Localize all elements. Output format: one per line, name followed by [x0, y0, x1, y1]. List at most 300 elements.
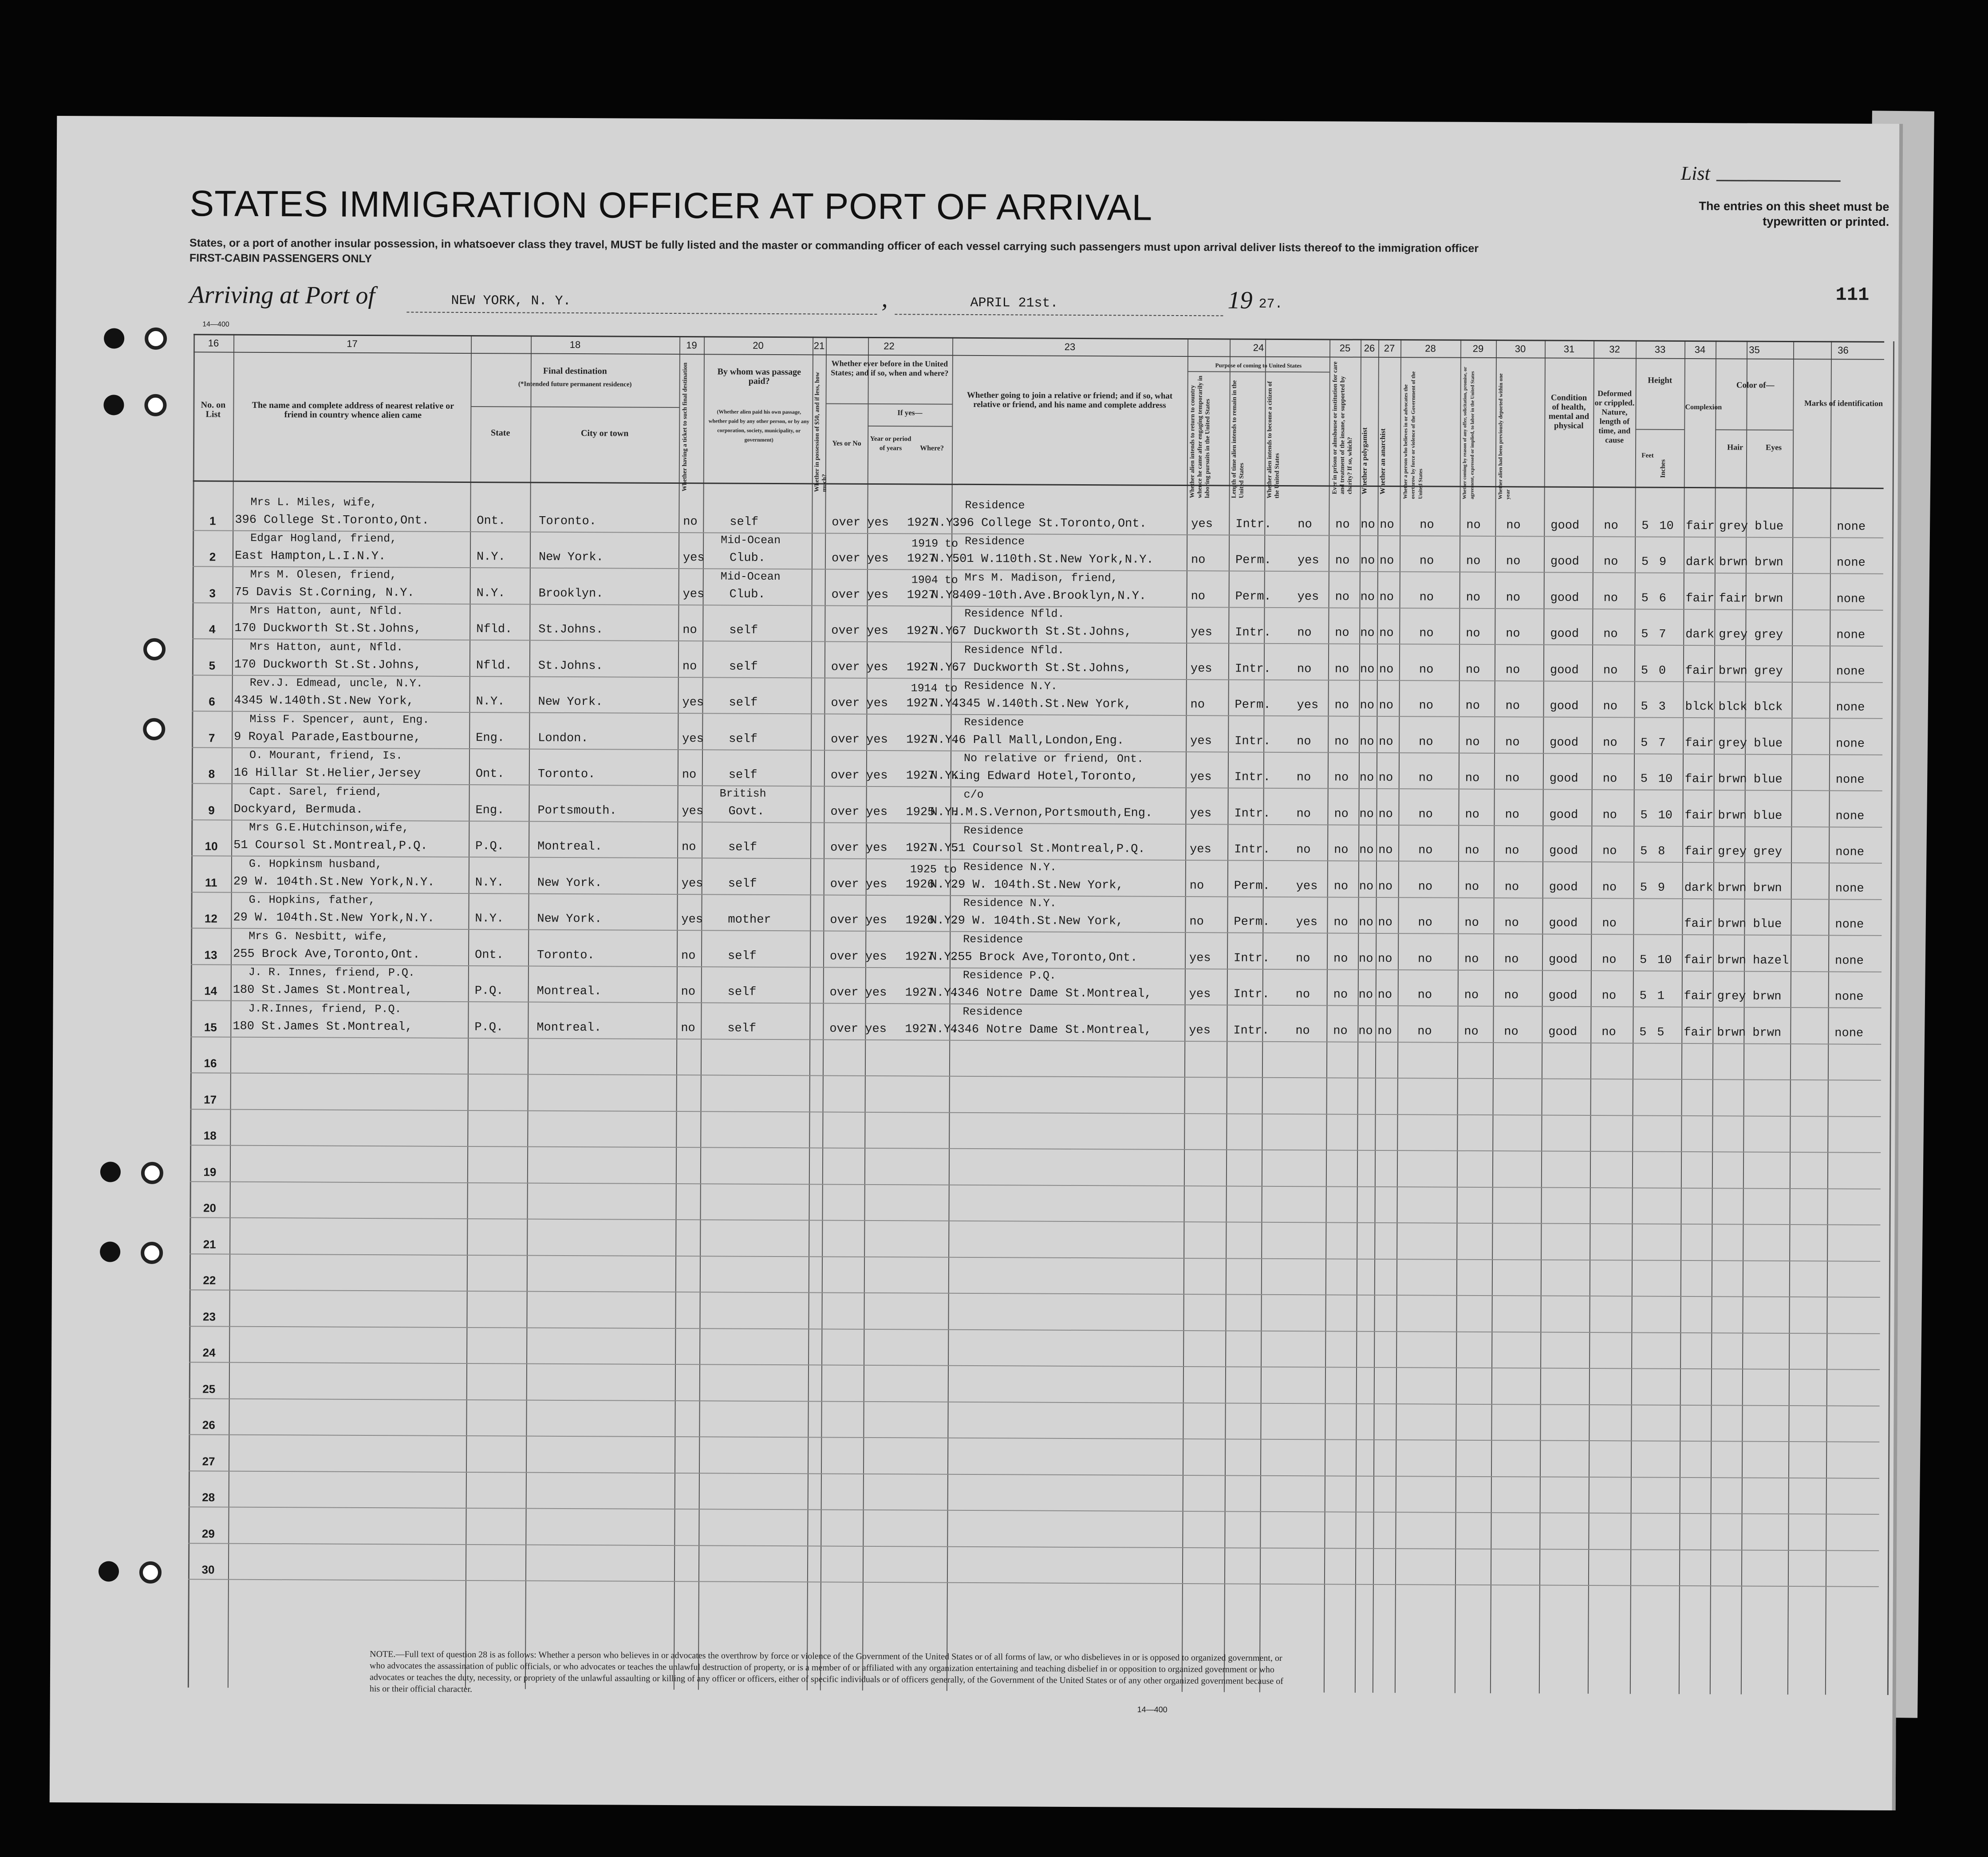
- question-29: no: [1465, 663, 1480, 677]
- punch-hole: [143, 718, 165, 740]
- joining-name: Residence: [964, 715, 1024, 729]
- row-number: 26: [202, 1418, 215, 1432]
- row-number: 6: [209, 695, 215, 708]
- state: N.Y.: [475, 876, 504, 889]
- column-number: 20: [753, 340, 764, 351]
- anarchist: no: [1377, 1024, 1392, 1038]
- health: good: [1549, 917, 1578, 930]
- paid-by: self: [729, 732, 758, 746]
- ticket: yes: [682, 551, 705, 565]
- health: good: [1550, 519, 1580, 533]
- purpose-return: no: [1189, 879, 1204, 893]
- ever-before: yes: [867, 552, 889, 566]
- health: good: [1549, 844, 1578, 858]
- marks: none: [1836, 701, 1865, 715]
- height-inches: 9: [1657, 881, 1665, 895]
- year-period-start: 1914 to: [911, 682, 958, 695]
- row-number: 1: [209, 514, 216, 528]
- row-number: 19: [203, 1165, 217, 1179]
- marks: none: [1837, 520, 1866, 534]
- punch-hole: [143, 638, 166, 660]
- row-number: 10: [205, 839, 218, 853]
- state: P.Q.: [475, 840, 505, 853]
- punch-hole: [145, 328, 167, 350]
- ticket: yes: [682, 732, 704, 746]
- row-number: 15: [204, 1020, 217, 1034]
- purpose-citizen: no: [1297, 735, 1311, 748]
- state: N.Y.: [476, 695, 505, 709]
- question-29: no: [1464, 1025, 1479, 1039]
- header-question-30: Whether alien had been previously deported within one year: [1497, 373, 1511, 500]
- city: Toronto.: [537, 767, 596, 782]
- ticket: yes: [681, 877, 703, 890]
- prison: no: [1334, 771, 1349, 785]
- anarchist: no: [1378, 880, 1393, 893]
- where: N.Y.: [929, 950, 958, 964]
- deformed: no: [1601, 1025, 1616, 1039]
- polygamist: no: [1359, 916, 1373, 929]
- complexion: fair: [1685, 592, 1715, 605]
- marks: none: [1836, 628, 1866, 642]
- ticket: no: [683, 515, 698, 529]
- row-number: 20: [203, 1201, 217, 1215]
- height-feet: 5: [1641, 664, 1649, 678]
- column-rule: [1455, 340, 1461, 1693]
- question-30: no: [1504, 880, 1519, 894]
- ticket: no: [681, 985, 696, 999]
- year: 1927: [906, 769, 935, 783]
- relative-address: East Hampton,L.I.N.Y.: [234, 549, 386, 564]
- header-nearest-relative: The name and complete address of nearest relative or friend in country whence alien came: [252, 400, 454, 420]
- state: Ont.: [475, 767, 505, 781]
- anarchist: no: [1379, 590, 1394, 604]
- question-30: no: [1505, 735, 1520, 749]
- year: 1927: [907, 588, 936, 602]
- joining-address: 29 W. 104th.St.New York,: [951, 878, 1124, 892]
- header-hair: Hair: [1727, 443, 1743, 452]
- where: N.Y.: [929, 1023, 958, 1036]
- column-rule: [1787, 341, 1794, 1695]
- joining-address: 46 Pall Mall,London,Eng.: [951, 733, 1124, 747]
- column-number: 28: [1425, 343, 1436, 354]
- question-28: no: [1418, 807, 1433, 821]
- relative-address: 255 Brock Ave,Toronto,Ont.: [233, 947, 420, 962]
- row-number: 24: [202, 1346, 216, 1359]
- paid-by: self: [728, 877, 757, 891]
- ever-before: yes: [865, 986, 887, 1000]
- hair: brwn: [1717, 881, 1747, 895]
- punch-hole: [141, 1162, 163, 1184]
- column-number: 17: [347, 338, 358, 349]
- prison: no: [1335, 626, 1349, 640]
- relative-name: Miss F. Spencer, aunt, Eng.: [249, 712, 430, 727]
- paid-by: self: [727, 985, 757, 999]
- city: Montreal.: [537, 840, 603, 854]
- year: 1926: [905, 914, 935, 928]
- row-rule: [192, 711, 1882, 719]
- row-number: 2: [209, 550, 216, 564]
- ticket: yes: [682, 804, 704, 818]
- header-final-destination-note: (*Intended future permanent residence): [518, 380, 632, 388]
- question-30: no: [1505, 808, 1519, 822]
- polygamist: no: [1360, 590, 1375, 604]
- height-inches: 10: [1658, 772, 1673, 786]
- row-number: 18: [203, 1129, 217, 1142]
- question-28: no: [1420, 518, 1434, 532]
- purpose-citizen: no: [1296, 807, 1311, 821]
- where: N.Y.: [930, 878, 959, 892]
- column-number: 31: [1563, 343, 1575, 355]
- prison: no: [1334, 807, 1349, 821]
- anarchist: no: [1380, 518, 1394, 532]
- column-number: 18: [569, 339, 581, 351]
- header-purpose-citizen: Whether alien intends to become a citizen of the United States: [1266, 381, 1281, 498]
- question-30: no: [1505, 699, 1520, 713]
- anarchist: no: [1378, 916, 1392, 930]
- complexion: fair: [1686, 519, 1715, 533]
- column-rule: [1373, 339, 1379, 1693]
- punch-hole: [139, 1561, 162, 1584]
- relative-address: 16 Hillar St.Helier,Jersey: [233, 766, 421, 781]
- relative-address: 170 Duckworth St.St.Johns,: [234, 621, 422, 636]
- where: N.Y.: [931, 697, 960, 711]
- joining-address: H.M.S.Vernon,Portsmouth,Eng.: [951, 806, 1153, 820]
- city: New York.: [537, 912, 602, 926]
- question-28: no: [1419, 554, 1434, 568]
- joining-address: 396 College St.Toronto,Ont.: [952, 516, 1147, 531]
- if-yes-rule: [868, 426, 952, 427]
- city: St.Johns.: [538, 659, 603, 673]
- column-rule: [698, 336, 705, 1690]
- joining-name: Residence N.Y.: [963, 896, 1057, 910]
- header-ever-before: Whether ever before in the United States; and if so, when and where?: [831, 359, 949, 378]
- purpose-citizen: no: [1297, 662, 1312, 676]
- year: 1927: [905, 1022, 934, 1036]
- height-feet: 5: [1640, 845, 1648, 858]
- year-prefix: 19: [1227, 286, 1253, 314]
- ticket: no: [682, 768, 697, 782]
- anarchist: no: [1379, 663, 1394, 676]
- question-28: no: [1419, 627, 1434, 640]
- height-feet: 5: [1640, 772, 1648, 786]
- row-number: 14: [204, 984, 217, 998]
- hair: brwn: [1718, 664, 1747, 678]
- hair: grey: [1718, 736, 1747, 751]
- complexion: fair: [1684, 772, 1714, 786]
- year: 1927: [906, 842, 935, 855]
- purpose-return: yes: [1189, 1023, 1211, 1037]
- punch-hole: [144, 394, 166, 416]
- marks: none: [1836, 592, 1866, 606]
- header-joining: Whether going to join a relative or friend; and if so, what relative or friend, and his name and complete address: [966, 390, 1173, 410]
- question-30: no: [1504, 1025, 1519, 1039]
- money: over: [830, 841, 860, 855]
- row-rule: [192, 783, 1882, 791]
- column-rule: [862, 337, 869, 1691]
- marks: none: [1835, 809, 1865, 823]
- where: N.Y.: [930, 806, 959, 819]
- question-29: no: [1466, 591, 1481, 605]
- column-number: 26: [1364, 342, 1375, 354]
- relative-name: O. Mourant, friend, Is.: [249, 748, 403, 763]
- paid-by: Club.: [729, 551, 766, 565]
- purpose-citizen: yes: [1297, 590, 1319, 604]
- state: Eng.: [475, 803, 505, 817]
- purpose-return: yes: [1190, 662, 1212, 676]
- year: 1927: [906, 697, 935, 711]
- deformed: no: [1602, 845, 1617, 858]
- relative-address: 51 Coursol St.Montreal,P.Q.: [233, 838, 428, 853]
- polygamist: no: [1360, 699, 1375, 712]
- where: N.Y.: [931, 589, 960, 602]
- column-number: 36: [1838, 344, 1849, 356]
- height-inches: 9: [1659, 555, 1667, 569]
- height-inches: 1: [1657, 989, 1665, 1003]
- header-paid-by-note: (Whether alien paid his own passage, whether paid by any other person, or by any corporation, society, municipality, or government): [708, 408, 809, 443]
- port-line: [406, 312, 877, 315]
- prison: no: [1333, 880, 1349, 893]
- health: good: [1550, 699, 1579, 713]
- instructions-text: States, or a port of another insular possession, in whatsoever class they travel, MUST be fully listed and the master or commanding officer of each vessel carrying such passengers must upon arrival deliver lists thereof to the immigration officer: [189, 237, 1479, 255]
- relative-address: 29 W. 104th.St.New York,N.Y.: [233, 911, 435, 925]
- purpose-return: no: [1191, 589, 1206, 603]
- question-30: no: [1506, 518, 1521, 532]
- year-period-start: 1919 to: [911, 537, 958, 550]
- ever-before: yes: [867, 588, 889, 602]
- header-question-28: Whether a person who believes in or advocates the overthrow by force or violence of the Government of the United States: [1402, 371, 1424, 499]
- paid-by-line-1: Mid-Ocean: [721, 533, 781, 547]
- question-29: no: [1465, 808, 1479, 822]
- ticket: no: [682, 841, 696, 854]
- height-inches: 3: [1658, 700, 1666, 714]
- polygamist: no: [1360, 626, 1375, 640]
- deformed: no: [1603, 700, 1618, 714]
- row-rule: [190, 1181, 1881, 1189]
- column-rule: [1324, 339, 1330, 1692]
- column-rule: [1630, 340, 1637, 1694]
- ever-before-rule: [825, 403, 952, 405]
- health: good: [1550, 555, 1579, 569]
- deformed: no: [1603, 664, 1618, 677]
- question-28: no: [1417, 988, 1432, 1002]
- ever-before: yes: [867, 516, 889, 529]
- purpose-length: Perm.: [1235, 553, 1272, 567]
- header-if-yes: If yes—: [897, 408, 923, 417]
- polygamist: no: [1358, 1024, 1373, 1038]
- polygamist: no: [1358, 988, 1373, 1002]
- purpose-length: Intr.: [1235, 662, 1271, 676]
- purpose-length: Intr.: [1233, 1024, 1270, 1038]
- relative-name: Mrs L. Miles, wife,: [250, 495, 377, 509]
- question-29: no: [1466, 554, 1481, 568]
- ever-before: yes: [867, 624, 888, 638]
- column-rule: [1395, 339, 1401, 1693]
- purpose-length: Intr.: [1235, 735, 1271, 748]
- relative-address: 9 Royal Parade,Eastbourne,: [234, 730, 421, 745]
- row-rule: [188, 1543, 1879, 1551]
- ever-before: yes: [865, 1022, 887, 1036]
- table-border: [188, 334, 195, 1687]
- polygamist: no: [1359, 880, 1374, 893]
- purpose-return: yes: [1190, 734, 1212, 748]
- row-number: 30: [201, 1563, 215, 1576]
- punch-hole: [100, 1241, 120, 1262]
- entries-note: The entries on this sheet must be typewritten or printed.: [1699, 199, 1889, 229]
- marks: none: [1836, 664, 1865, 679]
- column-rule: [1679, 340, 1685, 1694]
- city: New York.: [538, 695, 603, 709]
- joining-address: 501 W.110th.St.New York,N.Y.: [952, 552, 1154, 567]
- paid-by: Govt.: [728, 805, 765, 818]
- question-29: no: [1465, 771, 1480, 785]
- header-question-29: Whether coming by reason of any offer, solicitation, promise, or agreement, expressed or implied, to labor in the United States: [1462, 367, 1475, 499]
- city: Montreal.: [536, 1021, 602, 1035]
- relative-name: Edgar Hogland, friend,: [250, 531, 397, 545]
- deformed: no: [1603, 591, 1618, 605]
- relative-address: 4345 W.140th.St.New York,: [234, 694, 414, 708]
- joining-name: Mrs M. Madison, friend,: [964, 571, 1118, 585]
- joining-name: Residence N.Y.: [963, 860, 1057, 874]
- manifest-sheet: [50, 116, 1903, 1810]
- joining-name: Residence N.Y.: [964, 679, 1057, 693]
- question-29: no: [1466, 627, 1480, 640]
- row-rule: [191, 928, 1882, 936]
- purpose-return: yes: [1191, 626, 1212, 640]
- deformed: no: [1601, 989, 1617, 1003]
- column-rule: [1588, 340, 1594, 1694]
- complexion: fair: [1684, 953, 1713, 967]
- joining-name: Residence: [963, 932, 1023, 946]
- ticket: yes: [681, 913, 703, 927]
- health: good: [1550, 627, 1579, 641]
- money: over: [830, 769, 860, 782]
- question-28: no: [1418, 771, 1433, 785]
- column-rule: [1182, 338, 1188, 1692]
- relative-name: Capt. Sarel, friend,: [249, 785, 383, 798]
- ever-before: yes: [866, 769, 888, 783]
- date-line: [895, 314, 1223, 316]
- purpose-citizen: yes: [1296, 916, 1318, 929]
- purpose-citizen: no: [1296, 843, 1311, 857]
- polygamist: no: [1361, 518, 1375, 532]
- purpose-length: Intr.: [1234, 843, 1270, 857]
- joining-address: 8409-10th.Ave.Brooklyn,N.Y.: [952, 589, 1147, 603]
- state: Nfld.: [476, 659, 512, 672]
- ticket: no: [681, 949, 696, 963]
- header-complexion: Complexion: [1685, 403, 1722, 411]
- class-line: FIRST-CABIN PASSENGERS ONLY: [189, 252, 372, 265]
- prison: no: [1333, 916, 1348, 929]
- deformed: no: [1603, 736, 1617, 750]
- money: over: [830, 913, 859, 927]
- joining-address: 67 Duckworth St.St.Johns,: [952, 624, 1132, 639]
- year: 1926: [905, 877, 935, 892]
- where: N.Y.: [929, 986, 958, 1000]
- question-29: no: [1464, 880, 1479, 894]
- paid-by: self: [730, 515, 759, 529]
- prison: no: [1334, 663, 1349, 676]
- question-30: no: [1506, 555, 1521, 569]
- sheet-number: 111: [1835, 284, 1870, 306]
- anarchist: no: [1379, 699, 1394, 713]
- money: over: [830, 877, 859, 891]
- city: St.Johns.: [538, 623, 604, 637]
- row-number: 4: [209, 622, 216, 636]
- row-rule: [188, 1579, 1879, 1587]
- polygamist: no: [1360, 554, 1375, 568]
- year: 1927: [907, 552, 936, 566]
- column-rule: [1710, 340, 1716, 1694]
- column-rule: [1490, 340, 1497, 1693]
- money: over: [831, 660, 860, 674]
- purpose-citizen: no: [1295, 952, 1310, 965]
- ever-before: yes: [865, 950, 887, 964]
- joining-name: Residence P.Q.: [962, 968, 1056, 982]
- ever-before: yes: [866, 841, 888, 855]
- height-feet: 5: [1641, 628, 1649, 641]
- state: Eng.: [476, 731, 505, 745]
- money: over: [829, 986, 859, 1000]
- prison: no: [1333, 988, 1348, 1002]
- marks: none: [1835, 881, 1864, 896]
- eyes: brwn: [1754, 592, 1783, 606]
- question-30: no: [1505, 772, 1520, 786]
- column-number: 22: [884, 340, 895, 352]
- joining-address: 255 Brock Ave,Toronto,Ont.: [950, 950, 1138, 965]
- column-number: 32: [1609, 344, 1620, 355]
- money: over: [831, 733, 860, 747]
- state: N.Y.: [476, 586, 505, 600]
- marks: none: [1836, 737, 1865, 751]
- anarchist: no: [1379, 554, 1394, 568]
- question-30: no: [1506, 627, 1520, 641]
- purpose-citizen: no: [1295, 1024, 1310, 1038]
- height-inches: 7: [1658, 736, 1666, 750]
- question-28: no: [1419, 663, 1434, 676]
- question-28: no: [1417, 952, 1432, 966]
- eyes: blck: [1754, 700, 1783, 714]
- joining-address: 29 W. 104th.St.New York,: [951, 914, 1124, 928]
- question-30: no: [1506, 591, 1521, 605]
- header-bottom-rule: [193, 480, 1884, 489]
- where: N.Y.: [930, 914, 959, 928]
- question-28: no: [1418, 844, 1433, 857]
- prison: no: [1333, 952, 1348, 966]
- purpose-return: yes: [1190, 770, 1212, 784]
- row-rule: [190, 1072, 1881, 1081]
- column-rule: [1825, 341, 1832, 1695]
- where: N.Y.: [931, 516, 961, 530]
- complexion: blck: [1685, 700, 1714, 714]
- prison: no: [1334, 699, 1349, 712]
- header-final-destination: Final destination: [543, 366, 607, 376]
- height-inches: 10: [1659, 519, 1674, 533]
- height-feet: 5: [1641, 700, 1648, 714]
- column-rule: [807, 336, 813, 1690]
- height-feet: 5: [1639, 989, 1647, 1003]
- purpose-citizen: yes: [1297, 699, 1319, 712]
- punch-hole: [103, 395, 124, 415]
- header-purpose: Purpose of coming to United States: [1215, 362, 1302, 369]
- row-number: 12: [204, 912, 217, 925]
- complexion: fair: [1684, 917, 1713, 931]
- hair: brwn: [1717, 953, 1746, 968]
- punch-hole: [100, 1162, 121, 1182]
- complexion: fair: [1684, 845, 1713, 859]
- purpose-return: yes: [1189, 951, 1211, 965]
- punch-hole: [99, 1561, 119, 1581]
- header-color-of: Color of—: [1736, 380, 1775, 390]
